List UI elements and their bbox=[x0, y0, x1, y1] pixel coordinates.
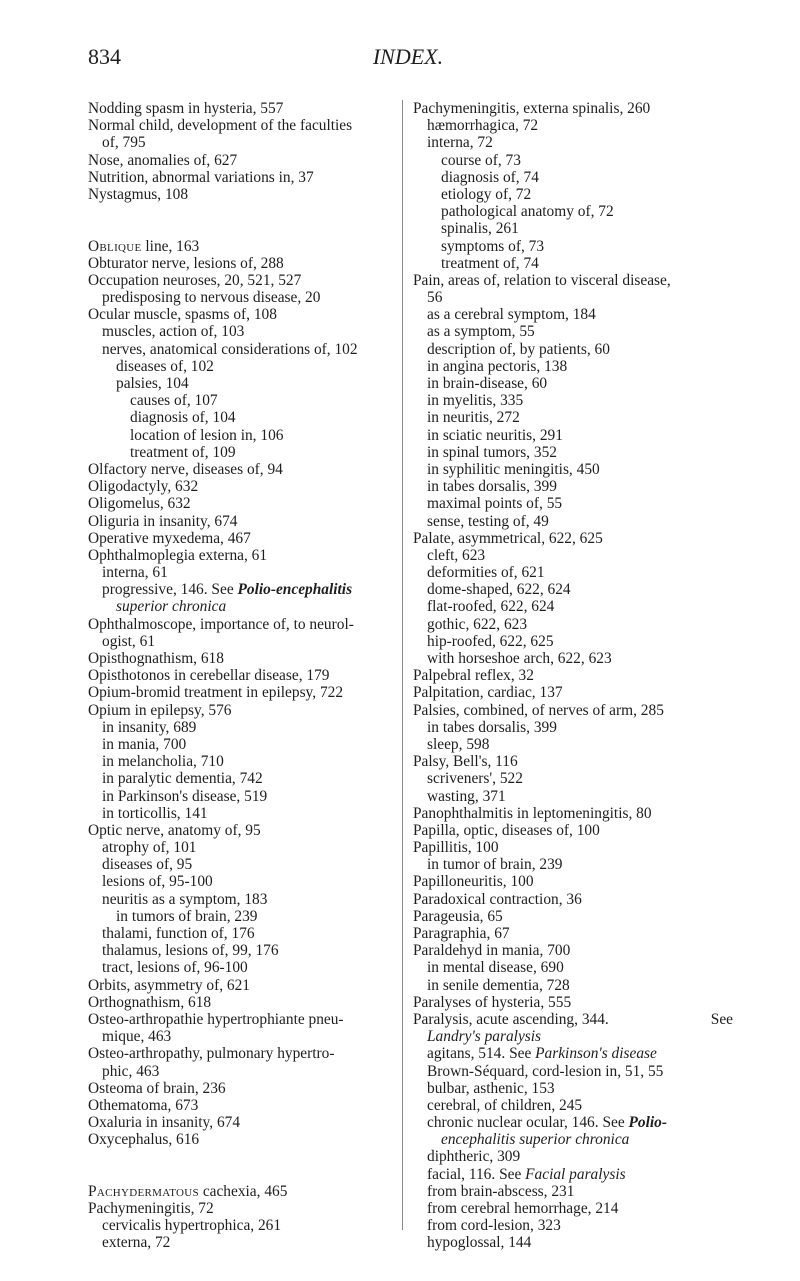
index-entry: nerves, anatomical considerations of, 102 bbox=[102, 340, 358, 358]
index-entry: ogist, 61 bbox=[102, 632, 156, 650]
index-entry: Papilloneuritis, 100 bbox=[413, 873, 534, 891]
index-entry: Palsies, combined, of nerves of arm, 285 bbox=[413, 701, 664, 719]
index-entry: Osteo-arthropathy, pulmonary hypertro- bbox=[88, 1045, 335, 1063]
index-entry: diseases of, 95 bbox=[102, 856, 193, 874]
index-entry: in tabes dorsalis, 399 bbox=[427, 478, 557, 496]
index-entry: Palpebral reflex, 32 bbox=[413, 667, 534, 685]
index-entry: chronic nuclear ocular, 146. See Polio- bbox=[427, 1114, 667, 1132]
index-entry: from brain-abscess, 231 bbox=[427, 1182, 575, 1200]
index-entry: atrophy of, 101 bbox=[102, 839, 197, 857]
index-entry: Olfactory nerve, diseases of, 94 bbox=[88, 460, 283, 478]
index-entry: dome-shaped, 622, 624 bbox=[427, 581, 571, 599]
index-entry: cervicalis hypertrophica, 261 bbox=[102, 1217, 282, 1235]
index-entry: facial, 116. See Facial paralysis bbox=[427, 1165, 626, 1183]
index-entry: Orthognathism, 618 bbox=[88, 993, 212, 1011]
index-entry: Oblique line, 163 bbox=[88, 237, 200, 255]
index-entry: of, 795 bbox=[102, 134, 146, 152]
index-entry: Othematoma, 673 bbox=[88, 1096, 199, 1114]
index-entry: in tabes dorsalis, 399 bbox=[427, 718, 557, 736]
index-entry: Paralyses of hysteria, 555 bbox=[413, 993, 572, 1011]
index-entry: Ophthalmoscope, importance of, to neurol- bbox=[88, 615, 354, 633]
index-entry: Opisthognathism, 618 bbox=[88, 650, 224, 667]
index-entry: in neuritis, 272 bbox=[427, 409, 520, 427]
index-entry: etiology of, 72 bbox=[441, 185, 532, 203]
index-entry: interna, 72 bbox=[427, 134, 493, 152]
blank-line bbox=[88, 220, 393, 237]
index-entry: Nose, anomalies of, 627 bbox=[88, 151, 238, 169]
index-entry: hip-roofed, 622, 625 bbox=[427, 632, 554, 650]
index-entry: Palsy, Bell's, 116 bbox=[413, 753, 518, 771]
index-entry: Nodding spasm in hysteria, 557 bbox=[88, 100, 284, 117]
index-entry: in angina pectoris, 138 bbox=[427, 357, 568, 375]
index-entry: hæmorrhagica, 72 bbox=[427, 117, 539, 135]
letter-heading: Oblique bbox=[88, 237, 142, 255]
index-entry: symptoms of, 73 bbox=[441, 237, 545, 255]
index-entry: in insanity, 689 bbox=[102, 718, 197, 736]
index-entry: agitans, 514. See Parkinson's disease bbox=[427, 1045, 657, 1063]
index-entry: flat-roofed, 622, 624 bbox=[427, 598, 555, 616]
index-entry: Paraldehyd in mania, 700 bbox=[413, 942, 571, 960]
index-entry: Palpitation, cardiac, 137 bbox=[413, 684, 563, 702]
index-entry: phic, 463 bbox=[102, 1062, 160, 1080]
index-entry: Optic nerve, anatomy of, 95 bbox=[88, 821, 261, 839]
index-entry: Oxaluria in insanity, 674 bbox=[88, 1114, 241, 1132]
index-entry: encephalitis superior chronica bbox=[441, 1131, 630, 1149]
index-entry: mique, 463 bbox=[102, 1028, 172, 1046]
index-entry: from cord-lesion, 323 bbox=[427, 1217, 561, 1235]
index-entry: progressive, 146. See Polio-encephalitis bbox=[102, 581, 353, 599]
index-entry: as a symptom, 55 bbox=[427, 323, 535, 341]
index-entry: Papilla, optic, diseases of, 100 bbox=[413, 821, 600, 839]
index-entry: as a cerebral symptom, 184 bbox=[427, 306, 596, 324]
index-entry: Pachydermatous cachexia, 465 bbox=[88, 1182, 288, 1200]
index-entry: in senile dementia, 728 bbox=[427, 976, 570, 994]
index-entry: Oxycephalus, 616 bbox=[88, 1131, 200, 1149]
page-header bbox=[88, 44, 728, 74]
index-entry: in tumor of brain, 239 bbox=[427, 856, 563, 874]
index-entry: location of lesion in, 106 bbox=[130, 426, 284, 444]
index-entry: 56 bbox=[427, 289, 443, 307]
index-entry: gothic, 622, 623 bbox=[427, 615, 528, 633]
index-entry: Palate, asymmetrical, 622, 625 bbox=[413, 529, 603, 547]
index-entry: palsies, 104 bbox=[116, 375, 189, 392]
index-entry: Pachymeningitis, externa spinalis, 260 bbox=[413, 100, 651, 117]
index-entry: course of, 73 bbox=[441, 151, 521, 169]
index-entry: Pachymeningitis, 72 bbox=[88, 1200, 214, 1217]
index-entry: in melancholia, 710 bbox=[102, 753, 224, 771]
index-entry: in mania, 700 bbox=[102, 735, 187, 753]
index-entry: cleft, 623 bbox=[427, 546, 486, 564]
index-entry: interna, 61 bbox=[102, 564, 168, 582]
index-entry: Osteo-arthropathie hypertrophiante pneu- bbox=[88, 1010, 344, 1028]
letter-heading: Pachydermatous bbox=[88, 1182, 199, 1200]
index-entry: description of, by patients, 60 bbox=[427, 340, 610, 358]
index-entry: in spinal tumors, 352 bbox=[427, 443, 557, 461]
index-entry: causes of, 107 bbox=[130, 392, 218, 410]
index-entry: Paradoxical contraction, 36 bbox=[413, 890, 582, 908]
index-entry: wasting, 371 bbox=[427, 787, 506, 805]
index-entry: Oligodactyly, 632 bbox=[88, 478, 199, 496]
index-entry: Nystagmus, 108 bbox=[88, 185, 189, 203]
index-entry: Obturator nerve, lesions of, 288 bbox=[88, 254, 284, 272]
index-entry: Nutrition, abnormal variations in, 37 bbox=[88, 168, 314, 186]
index-entry: in brain-disease, 60 bbox=[427, 375, 548, 392]
index-entry: Brown-Séquard, cord-lesion in, 51, 55 bbox=[427, 1062, 664, 1080]
cross-reference: Polio-encephalitis bbox=[237, 581, 353, 599]
index-entry: Opisthotonos in cerebellar disease, 179 bbox=[88, 667, 330, 685]
index-entry: Parageusia, 65 bbox=[413, 907, 503, 925]
column-divider bbox=[402, 100, 403, 1230]
index-entry: in paralytic dementia, 742 bbox=[102, 770, 263, 788]
index-entry: diagnosis of, 104 bbox=[130, 409, 236, 427]
index-entry: Papillitis, 100 bbox=[413, 839, 499, 857]
index-entry: deformities of, 621 bbox=[427, 564, 545, 582]
index-entry: diseases of, 102 bbox=[116, 357, 214, 375]
index-entry: Pain, areas of, relation to visceral disease, bbox=[413, 271, 671, 289]
index-entry: maximal points of, 55 bbox=[427, 495, 563, 513]
index-entry: diphtheric, 309 bbox=[427, 1148, 521, 1166]
index-entry: in torticollis, 141 bbox=[102, 804, 208, 822]
index-entry: Occupation neuroses, 20, 521, 527 bbox=[88, 271, 302, 289]
index-entry: Ophthalmoplegia externa, 61 bbox=[88, 546, 268, 564]
index-entry: treatment of, 109 bbox=[130, 443, 236, 461]
cross-reference: Facial paralysis bbox=[525, 1165, 626, 1183]
index-entry: in sciatic neuritis, 291 bbox=[427, 426, 563, 444]
index-entry: sense, testing of, 49 bbox=[427, 512, 549, 530]
blank-line bbox=[88, 1148, 393, 1165]
index-entry: Paragraphia, 67 bbox=[413, 925, 510, 942]
index-column-left bbox=[88, 100, 393, 1252]
index-entry: bulbar, asthenic, 153 bbox=[427, 1079, 555, 1097]
blank-line bbox=[88, 203, 393, 220]
blank-line bbox=[88, 1166, 393, 1183]
page-number: 834 bbox=[88, 44, 121, 69]
index-entry: superior chronica bbox=[116, 598, 227, 616]
index-entry: Opium in epilepsy, 576 bbox=[88, 701, 232, 719]
index-entry: Landry's paralysis bbox=[427, 1028, 542, 1046]
cross-reference: Polio- bbox=[628, 1114, 667, 1132]
index-entry: cerebral, of children, 245 bbox=[427, 1096, 583, 1114]
index-entry: thalami, function of, 176 bbox=[102, 925, 255, 942]
index-entry: Orbits, asymmetry of, 621 bbox=[88, 976, 251, 994]
index-entry: thalamus, lesions of, 99, 176 bbox=[102, 942, 279, 960]
index-entry: sleep, 598 bbox=[427, 735, 490, 753]
index-entry: in mental disease, 690 bbox=[427, 959, 564, 977]
index-entry: externa, 72 bbox=[102, 1234, 171, 1252]
index-entry: Osteoma of brain, 236 bbox=[88, 1079, 226, 1097]
index-entry: Paralysis, acute ascending, 344. See bbox=[413, 1010, 733, 1028]
index-entry: with horseshoe arch, 622, 623 bbox=[427, 650, 612, 667]
index-entry: diagnosis of, 74 bbox=[441, 168, 539, 186]
index-entry: in tumors of brain, 239 bbox=[116, 907, 258, 925]
index-entry: Oligomelus, 632 bbox=[88, 495, 191, 513]
index-entry: from cerebral hemorrhage, 214 bbox=[427, 1200, 619, 1217]
index-entry: Operative myxedema, 467 bbox=[88, 529, 251, 547]
running-head: INDEX. bbox=[372, 44, 444, 69]
index-entry: spinalis, 261 bbox=[441, 220, 519, 238]
index-entry: scriveners', 522 bbox=[427, 770, 523, 788]
index-entry: Oliguria in insanity, 674 bbox=[88, 512, 238, 530]
index-entry: Normal child, development of the faculties bbox=[88, 117, 353, 135]
index-entry: lesions of, 95-100 bbox=[102, 873, 213, 891]
index-entry: Ocular muscle, spasms of, 108 bbox=[88, 306, 277, 324]
index-entry: pathological anatomy of, 72 bbox=[441, 203, 614, 221]
cross-reference: Parkinson's disease bbox=[535, 1045, 657, 1063]
index-entry: in myelitis, 335 bbox=[427, 392, 524, 410]
index-entry: hypoglossal, 144 bbox=[427, 1234, 532, 1252]
index-entry: in Parkinson's disease, 519 bbox=[102, 787, 268, 805]
index-entry: in syphilitic meningitis, 450 bbox=[427, 460, 600, 478]
index-entry: neuritis as a symptom, 183 bbox=[102, 890, 268, 908]
index-entry: predisposing to nervous disease, 20 bbox=[102, 289, 321, 307]
index-column-right bbox=[413, 100, 733, 1252]
index-entry: Panophthalmitis in leptomeningitis, 80 bbox=[413, 804, 652, 822]
index-entry: tract, lesions of, 96-100 bbox=[102, 959, 248, 977]
index-entry: treatment of, 74 bbox=[441, 254, 539, 272]
index-entry: muscles, action of, 103 bbox=[102, 323, 245, 341]
index-entry: Opium-bromid treatment in epilepsy, 722 bbox=[88, 684, 344, 702]
